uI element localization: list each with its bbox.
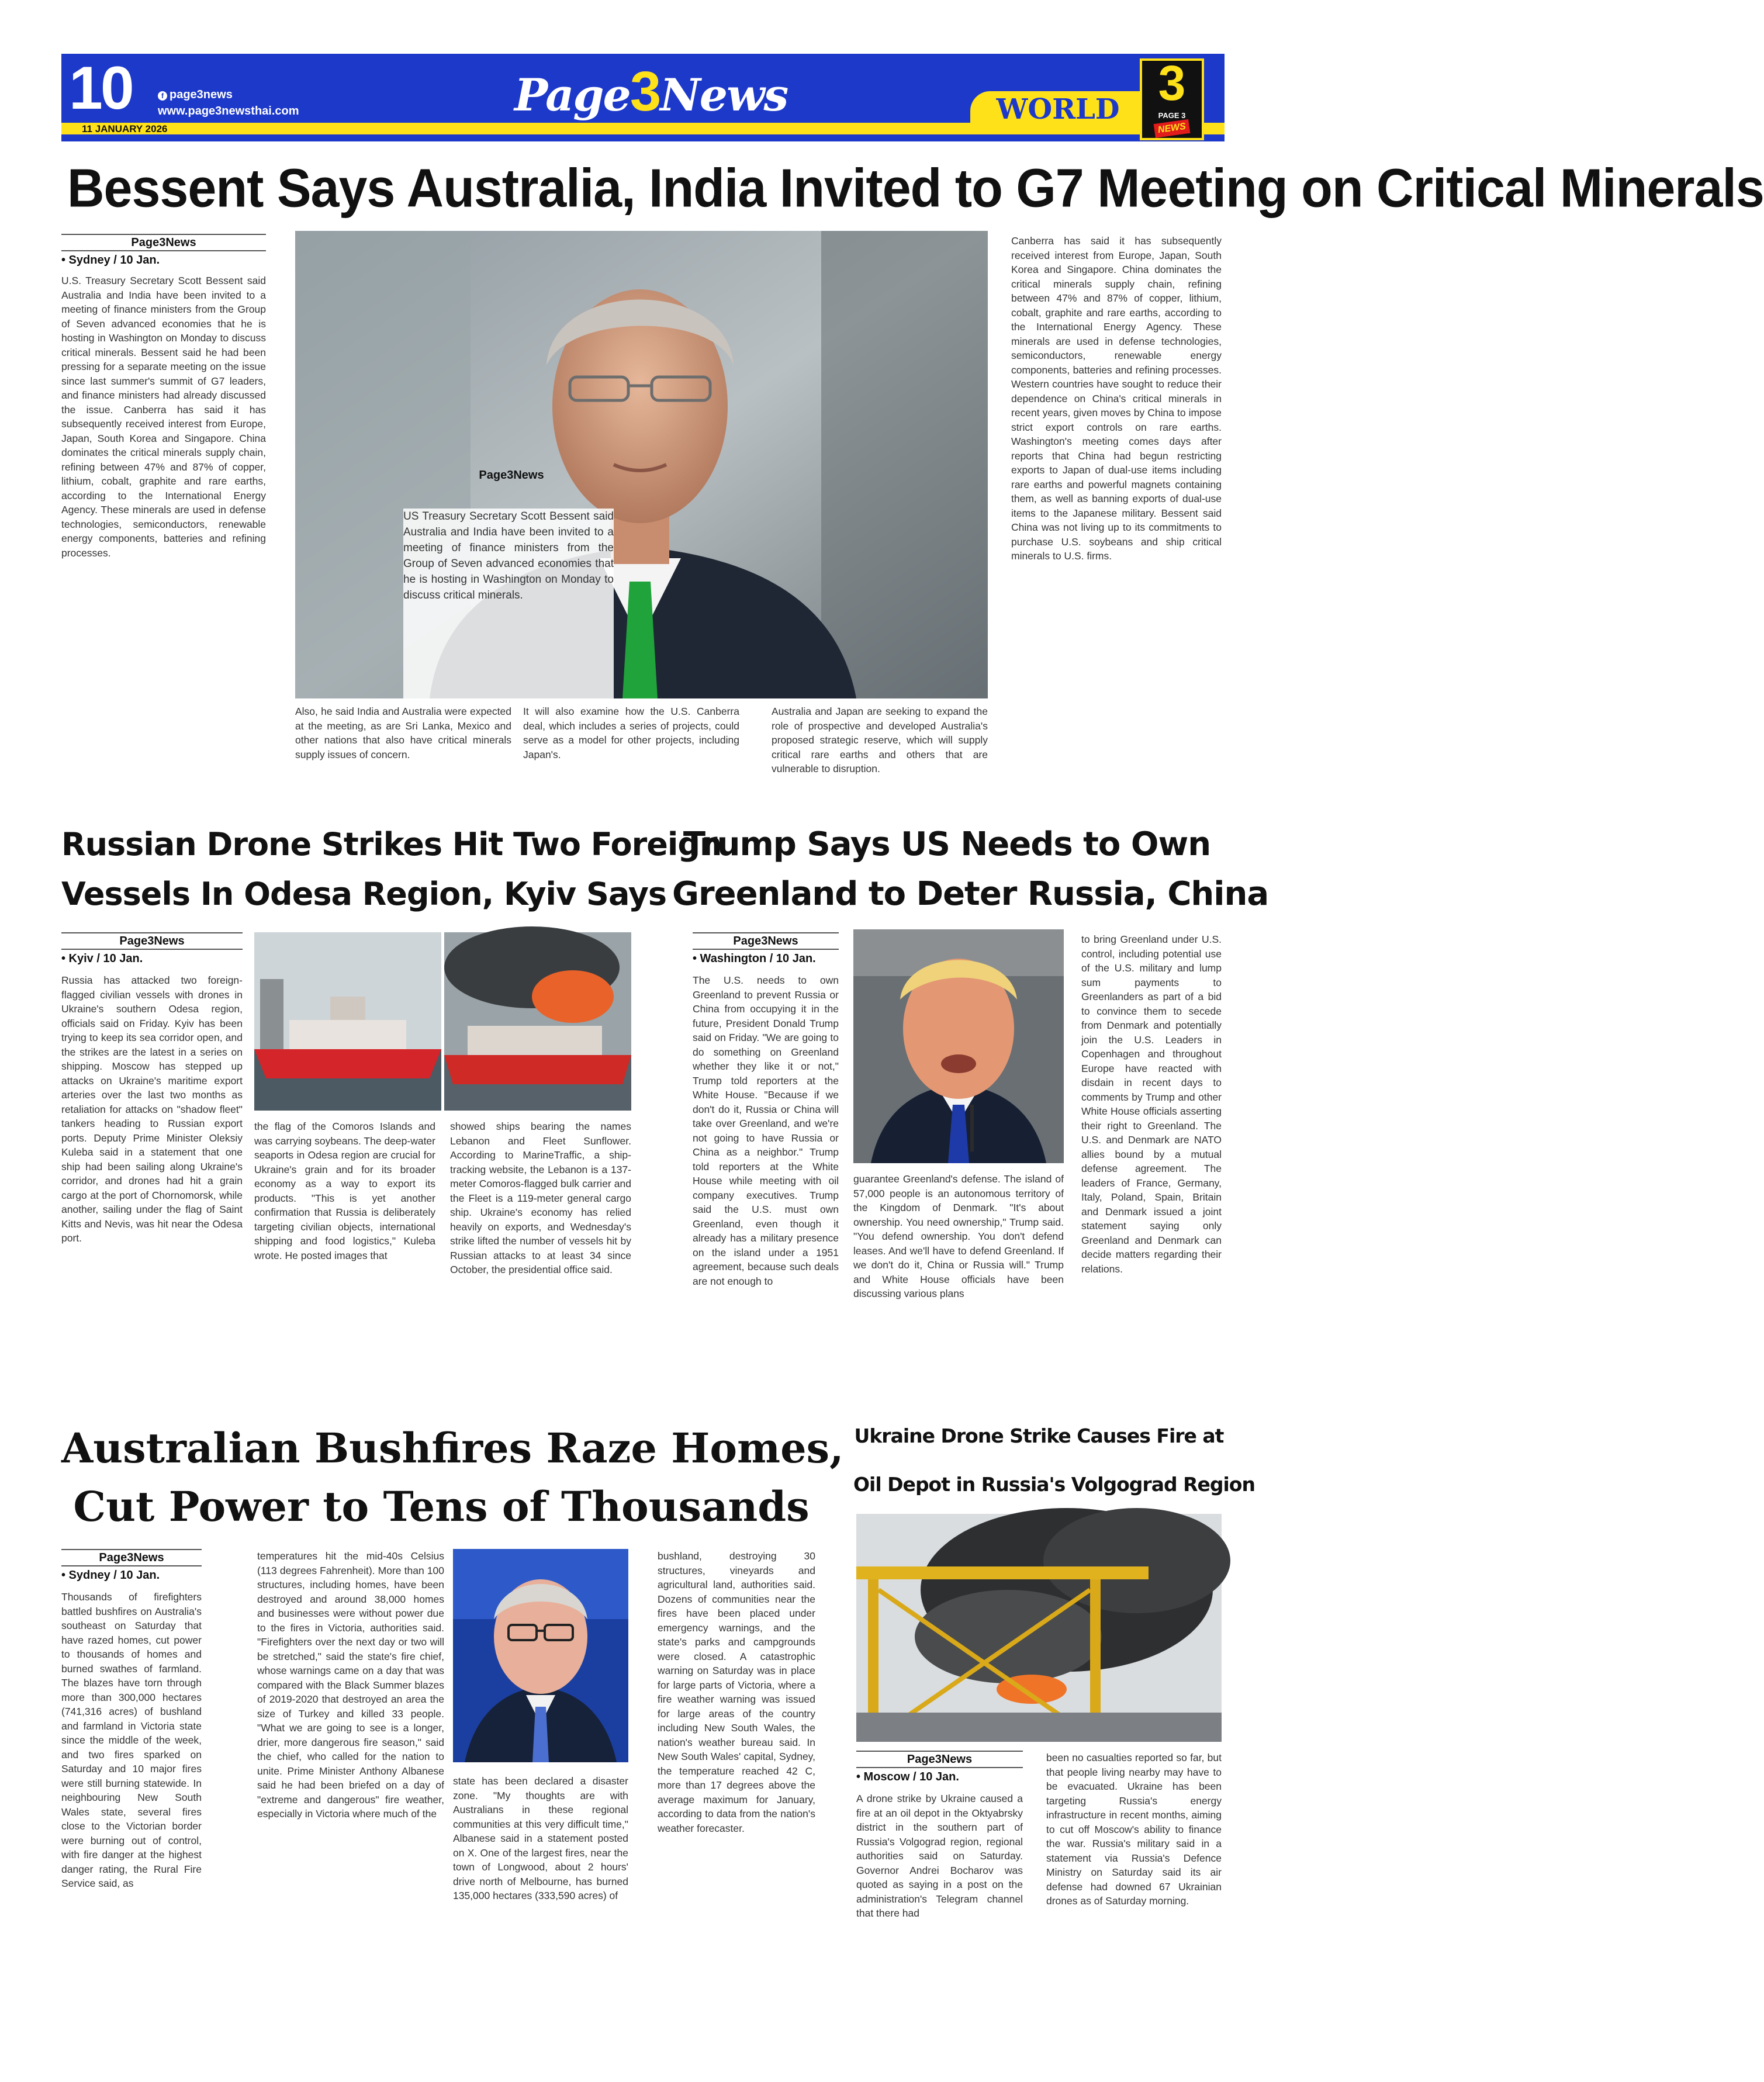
story4-column-4: bushland, destroying 30 structures, vineyards and agricultural land, authorities said. Dozens of communities near the fires have been placed under emergency warnings, and the state's parks and campgrounds were closed. A catastrophic warning on Saturday was in place for large parts of Victoria, where a fire weather warning was issued for large areas of the country including New South Wales, the nation's weather bureau said. In New South Wales' capital, Sydney, the temperature reached 42 C, more than 17 degrees above the average maximum for January, according to data from the nation's weather forecaster.	[658, 1550, 815, 1834]
facebook-handle[interactable]: page3news	[170, 88, 233, 101]
section-label: WORLD	[970, 91, 1146, 127]
story1-photo-caption: US Treasury Secretary Scott Bessent said Australia and India have been invited to a meeting of finance ministers from the Group of Seven advanced economies that he is hosting in Washington on Monday to discuss critical minerals.	[403, 509, 614, 701]
story2-column-3: showed ships bearing the names Lebanon and Fleet Sunflower. According to MarineTraffic, a ship-tracking website, the Lebanon is a 137-meter Comoros-flagged bulk carrier and the Fleet is a 119-meter general cargo ship. Ukraine's economy has relied heavily on exports, and Wednesday's strike lifted the number of vessels hit by Russian attacks to at least 34 since October, the presidential office said.	[450, 1120, 631, 1275]
story3-dateline: • Washington / 10 Jan.	[693, 952, 816, 965]
story3-headline-line-1: Trump Says US Needs to Own	[683, 825, 1211, 863]
story1-dateline: • Sydney / 10 Jan.	[61, 254, 160, 267]
story5-photo-oil-depot	[856, 1514, 1222, 1742]
story1-under-b: It will also examine how the U.S. Canberra deal, which includes a series of projects, could serve as a model for other projects, including Japan's.	[523, 705, 739, 760]
story4-column-3: state has been declared a disaster zone. "My thoughts are with Australians in these regional communities at this very difficult time," Albanese said in a statement posted on X. One of the largest fires, near the town of Longwood, about 2 hours' drive north of Melbourne, has burned 135,000 hectares (333,590 acres) of	[453, 1775, 628, 1901]
story2-column-1: Russia has attacked two foreign-flagged civilian vessels with drones in Ukraine's southern Odesa region, officials said on Friday. Kyiv has been trying to keep its sea corridor open, and the strikes are the latest in a series on shipping. Moscow has stepped up attacks on Ukraine's maritime export arteries over the last two months as retaliation for attacks on "shadow fleet" tankers heading to Russian export ports. Deputy Prime Minister Oleksiy Kuleba said in a statement that one ship had been sailing along Ukraine's corridor, and drones had hit a grain cargo at the port of Chornomorsk, while another, sailing under the flag of Saint Kitts and Nevis, was hit near the Odesa port.	[61, 974, 243, 1244]
story3-column-1: The U.S. needs to own Greenland to prevent Russia or China from occupying it in the future, President Donald Trump said on Friday. "We are going to do something on Greenland whether they like it or not," Trump told reporters at the White House. "Because if we don't do it, Russia or China will take over Greenland, and we're not going to have Russia or China as a neighbor." Trump told reporters at the White House while meeting with oil company executives. Trump said the U.S. must own Greenland, even though it already has a military presence on the island under a 1951 agreement, because such deals are not enough to	[693, 974, 839, 1287]
brand-left: Page	[514, 69, 630, 121]
brand-number: 3	[629, 60, 660, 123]
story1-source: Page3News	[61, 234, 266, 251]
story5-column-1: A drone strike by Ukraine caused a fire at an oil depot in the Oktyabrsky district in the southern part of Russia's Volgograd region, regional authorities said on Saturday. Governor Andrei Bocharov was quoted as saying in a post on the administration's Telegram channel that there had	[856, 1793, 1023, 1919]
story1-under-a: Also, he said India and Australia were expected at the meeting, as are Sri Lanka, Mexico and other nations that also have critical minerals supply issues of concern.	[295, 705, 511, 760]
story4-headline-line-1: Australian Bushfires Raze Homes,	[61, 1424, 844, 1472]
website-link[interactable]: www.page3newsthai.com	[158, 105, 299, 117]
story1-byline	[61, 234, 266, 269]
page-number: 10	[69, 54, 132, 122]
story1-headline: Bessent Says Australia, India Invited to G7 Meeting on Critical Minerals	[67, 157, 1764, 219]
story1-photo-bessent	[295, 231, 988, 698]
story1-under-c: Australia and Japan are seeking to expand the role of prospective and developed Australia's proposed strategic reserve, which will supply critical rare earths and others that are vulnerable to disruption.	[772, 705, 988, 774]
story3-photo-trump	[853, 929, 1064, 1163]
logo-sub: PAGE 3	[1158, 111, 1186, 120]
story2-photo-ship-2	[444, 932, 631, 1111]
story4-source: Page3News	[61, 1549, 202, 1566]
story1-caption-source: Page3News	[479, 469, 544, 482]
story5-source: Page3News	[856, 1751, 1023, 1768]
story3-source: Page3News	[693, 932, 839, 950]
masthead-contact	[158, 87, 299, 119]
brand-right: News	[660, 69, 788, 121]
story1-column-2: Canberra has said it has subsequently received interest from Europe, Japan, South Korea and Singapore. China dominates the critical minerals supply chain, refining between 47% and 87% of copper, lithium, cobalt, graphite and rare earths, according to the International Energy Agency. These minerals are used in defense technologies, semiconductors, renewable energy components, batteries and refining processes. Western countries have sought to reduce their dependence on China's critical minerals in recent years, given moves by China to impose strict export controls on rare earths. Washington's meeting comes days after reports that China had begun restricting exports to Japan of dual-use items including rare earths and powerful magnets containing them, as well as banning exports of dual-use items to the Japanese military. Bessent said China was not living up to its commitments to purchase U.S. soybeans and ship critical minerals to U.S. firms.	[1011, 235, 1222, 562]
logo-number: 3	[1158, 56, 1186, 110]
story5-headline-line-1: Ukraine Drone Strike Causes Fire at	[854, 1424, 1224, 1447]
story2-byline	[61, 932, 243, 967]
facebook-icon: f	[158, 91, 167, 101]
story2-source: Page3News	[61, 932, 243, 950]
story4-column-2: temperatures hit the mid-40s Celsius (113 degrees Fahrenheit). More than 100 structures, including homes, have been destroyed and around 38,000 homes and businesses were without power due to the fires in Victoria, authorities said. "Firefighters over the next day or two will be stretched," said the state's fire chief, whose warnings came on a day that was compared with the Black Summer blazes of 2019-2020 that destroyed an area the size of Turkey and killed 33 people. "What we are going to see is a longer, drier, more dangerous fire season," said the chief, who called for the nation to unite. Prime Minister Anthony Albanese said he had been briefed on a day of "extreme and dangerous" fire weather, especially in Victoria where much of the	[257, 1550, 444, 1820]
story3-byline	[693, 932, 839, 967]
story5-headline-line-2: Oil Depot in Russia's Volgograd Region	[853, 1473, 1255, 1496]
story1-column-1: U.S. Treasury Secretary Scott Bessent said Australia and India have been invited to a meeting of finance ministers from the Group of Seven advanced economies that he is hosting in Washington on Monday to discuss critical minerals. Bessent said he had been pressing for a separate meeting on the issue since last summer's summit of G7 leaders, and finance ministers had already discussed the issue. Canberra has said it has subsequently received interest from Europe, Japan, South Korea and Singapore. China dominates the critical minerals supply chain, refining between 47% and 87% of copper, lithium, cobalt, graphite and rare earths, according to the International Energy Agency. These minerals are used in defense technologies, semiconductors, renewable energy components, batteries and refining processes.	[61, 275, 266, 559]
story2-headline-line-1: Russian Drone Strikes Hit Two Foreign	[61, 826, 722, 863]
issue-date: 11 JANUARY 2026	[82, 123, 168, 134]
brand-logo	[514, 60, 788, 124]
story1-caption-byline	[421, 468, 602, 483]
story2-column-2: the flag of the Comoros Islands and was carrying soybeans. The deep-water seaports in Odesa region are crucial for Ukraine's grain and for its broader economy as a way to export its products. "This is yet another confirmation that Russia is deliberately targeting civilian objects, international shipping and food logistics," Kuleba wrote. He posted images that	[254, 1120, 435, 1261]
story2-dateline: • Kyiv / 10 Jan.	[61, 952, 143, 965]
story5-column-2: been no casualties reported so far, but that people living nearby may have to be evacuated. Ukraine has been targeting Russia's energy infrastructure in recent months, aiming to cut off Moscow's ability to finance the war. Russia's military said in a statement via Russia's Defence Ministry on Saturday said its air defense had downed 67 Ukrainian drones as of Saturday morning.	[1046, 1752, 1222, 1907]
story2-photo-ship-1	[254, 932, 441, 1111]
story5-byline	[856, 1751, 1023, 1786]
logo-news: NEWS	[1154, 119, 1191, 138]
story4-dateline: • Sydney / 10 Jan.	[61, 1569, 160, 1582]
story2-headline-line-2: Vessels In Odesa Region, Kyiv Says	[61, 876, 667, 912]
story4-photo-albanese	[453, 1549, 628, 1762]
story4-byline	[61, 1549, 202, 1584]
story3-headline-line-2: Greenland to Deter Russia, China	[672, 875, 1269, 913]
story4-column-1: Thousands of firefighters battled bushfires on Australia's southeast on Saturday that have razed homes, cut power to thousands of homes and burned swathes of farmland. The blazes have torn through more than 300,000 hectares (741,316 acres) of bushland and farmland in Victoria state since the middle of the week, and two fires sparked on Saturday and 10 major fires were still burning statewide. In neighbouring New South Wales state, several fires close to the Victorian border were burning out of control, with fire danger at the highest danger rating, the Rural Fire Service said, as	[61, 1591, 202, 1889]
story3-column-3: to bring Greenland under U.S. control, including potential use of the U.S. military and lump sum payments to Greenlanders as part of a bid to convince them to secede from Denmark and potentially join the U.S. Leaders in Copenhagen and throughout Europe have reacted with disdain in recent days to comments by Trump and other White House officials asserting their right to Greenland. The U.S. and Denmark are NATO allies bound by a mutual defense agreement. The leaders of France, Germany, Italy, Poland, Spain, Britain and Denmark issued a joint statement saying only Greenland and Denmark can decide matters regarding their relations.	[1081, 933, 1222, 1275]
story3-column-2: guarantee Greenland's defense. The island of 57,000 people is an autonomous territory of the Kingdom of Denmark. "It's about ownership. You need ownership," Trump said. "You defend ownership. You don't defend leases. And we'll have to defend Greenland. If we don't do it, China or Russia will." Trump and White House officials have been discussing various plans	[853, 1173, 1064, 1299]
story5-dateline: • Moscow / 10 Jan.	[856, 1770, 959, 1783]
story4-headline-line-2: Cut Power to Tens of Thousands	[73, 1482, 810, 1531]
